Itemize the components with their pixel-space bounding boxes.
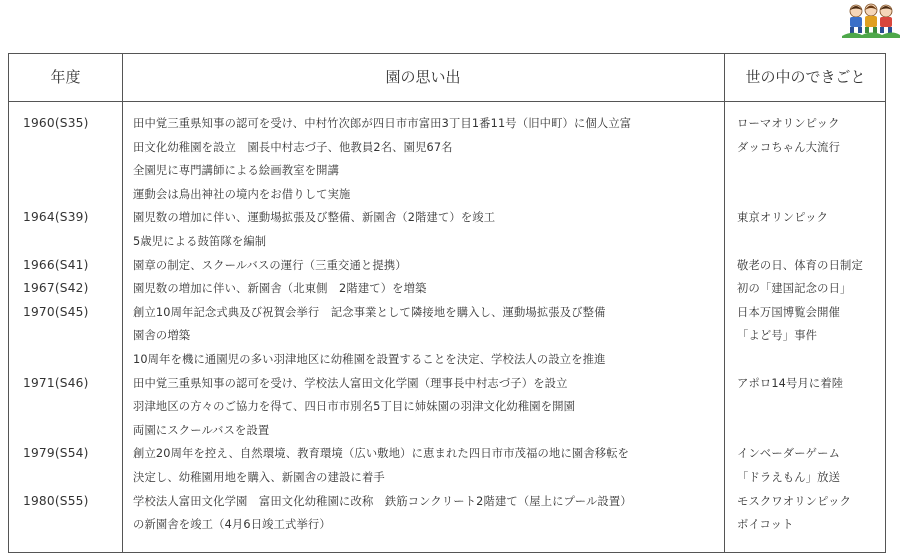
- year-cell: 1979(S54): [23, 446, 89, 461]
- memory-cell: 田中覚三重県知事の認可を受け、学校法人富田文化学園（理事長中村志づ子）を設立: [133, 376, 568, 390]
- memory-cell: 園舎の増築: [133, 329, 191, 343]
- memory-cell: の新園舎を竣工（4月6日竣工式挙行）: [133, 518, 331, 532]
- memory-cell: 決定し、幼稚園用地を購入、新園舎の建設に着手: [133, 470, 385, 484]
- children-logo-image: [842, 2, 900, 38]
- world-event-cell: 東京オリンピック: [737, 211, 829, 225]
- year-cell: 1967(S42): [23, 281, 89, 296]
- table-row: [9, 301, 885, 325]
- memory-cell: 学校法人富田文化学園 富田文化幼稚園に改称 鉄筋コンクリート2階建て（屋上にプール設置）: [133, 494, 632, 508]
- memory-cell: 運動会は鳥出神社の境内をお借りして実施: [133, 187, 351, 201]
- memory-cell: 園児数の増加に伴い、新園舎（北東側 2階建て）を増築: [133, 282, 427, 296]
- table-row: [9, 206, 885, 230]
- table-header-row: [9, 54, 885, 102]
- world-event-cell: モスクワオリンピック: [737, 494, 852, 508]
- header-world-events: 世の中のできごと: [745, 68, 866, 86]
- world-event-cell: 敬老の日、体育の日制定: [737, 258, 863, 272]
- world-event-cell: 「よど号」事件: [737, 329, 818, 343]
- memory-cell: 10周年を機に通園児の多い羽津地区に幼稚園を設置することを決定、学校法人の設立を推進: [133, 352, 606, 366]
- header-year: 年度: [50, 68, 81, 86]
- world-event-cell: 初の「建国記念の日」: [737, 282, 852, 296]
- table-row: [9, 395, 885, 419]
- year-cell: 1966(S41): [23, 257, 89, 272]
- world-event-cell: 「ドラえもん」放送: [737, 470, 841, 484]
- table-row: [9, 112, 885, 136]
- year-cell: 1960(S35): [23, 116, 89, 130]
- table-row: [9, 372, 885, 396]
- table-row: [9, 277, 885, 301]
- table-row: [9, 490, 885, 514]
- world-event-cell: ローマオリンピック: [737, 117, 840, 130]
- year-cell: 1970(S45): [23, 304, 89, 319]
- world-event-cell: 日本万国博覧会開催: [737, 305, 841, 319]
- memory-cell: 創立20周年を控え、自然環境、教育環境（広い敷地）に恵まれた四日市市茂福の地に園舎移転を: [133, 447, 630, 461]
- table-row: [9, 348, 885, 372]
- world-event-cell: ダッコちゃん大流行: [737, 140, 841, 154]
- history-table: [8, 53, 886, 553]
- table-row: [9, 513, 885, 537]
- table-row: [9, 324, 885, 348]
- year-cell: 1971(S46): [23, 375, 89, 390]
- memory-cell: 創立10周年記念式典及び祝賀会挙行 記念事業として隣接地を購入し、運動場拡張及び整備: [133, 305, 606, 319]
- memory-cell: 田文化幼稚園を設立 園長中村志づ子、他教員2名、園児67名: [133, 140, 453, 154]
- memory-cell: 羽津地区の方々のご協力を得て、四日市市別名5丁目に姉妹園の羽津文化幼稚園を開園: [133, 400, 576, 414]
- memory-cell: 全園児に専門講師による絵画教室を開講: [133, 164, 340, 178]
- year-cell: 1980(S55): [23, 493, 89, 508]
- memory-cell: 園児数の増加に伴い、運動場拡張及び整備、新園舎（2階建て）を竣工: [133, 211, 496, 225]
- world-event-cell: インベーダーゲーム: [737, 447, 841, 461]
- table-row: [9, 230, 885, 254]
- table-row: [9, 159, 885, 183]
- memory-cell: 田中覚三重県知事の認可を受け、中村竹次郎が四日市市富田3丁目1番11号（旧中町）に個人立富: [133, 117, 632, 130]
- memory-cell: 5歳児による鼓笛隊を編制: [133, 234, 267, 248]
- table-row: [9, 136, 885, 160]
- table-row: [9, 419, 885, 443]
- table-row: [9, 442, 885, 466]
- table-row: [9, 183, 885, 207]
- memory-cell: 両園にスクールバスを設置: [133, 423, 270, 437]
- memory-cell: 園章の制定、スクールバスの運行（三重交通と提携）: [133, 258, 407, 272]
- world-event-cell: アポロ14号月に着陸: [737, 376, 844, 390]
- table-body: [9, 112, 885, 537]
- world-event-cell: ボイコット: [737, 518, 794, 532]
- header-memories: 園の思い出: [385, 68, 461, 86]
- year-cell: 1964(S39): [23, 210, 89, 225]
- table-row: [9, 254, 885, 278]
- table-row: [9, 466, 885, 490]
